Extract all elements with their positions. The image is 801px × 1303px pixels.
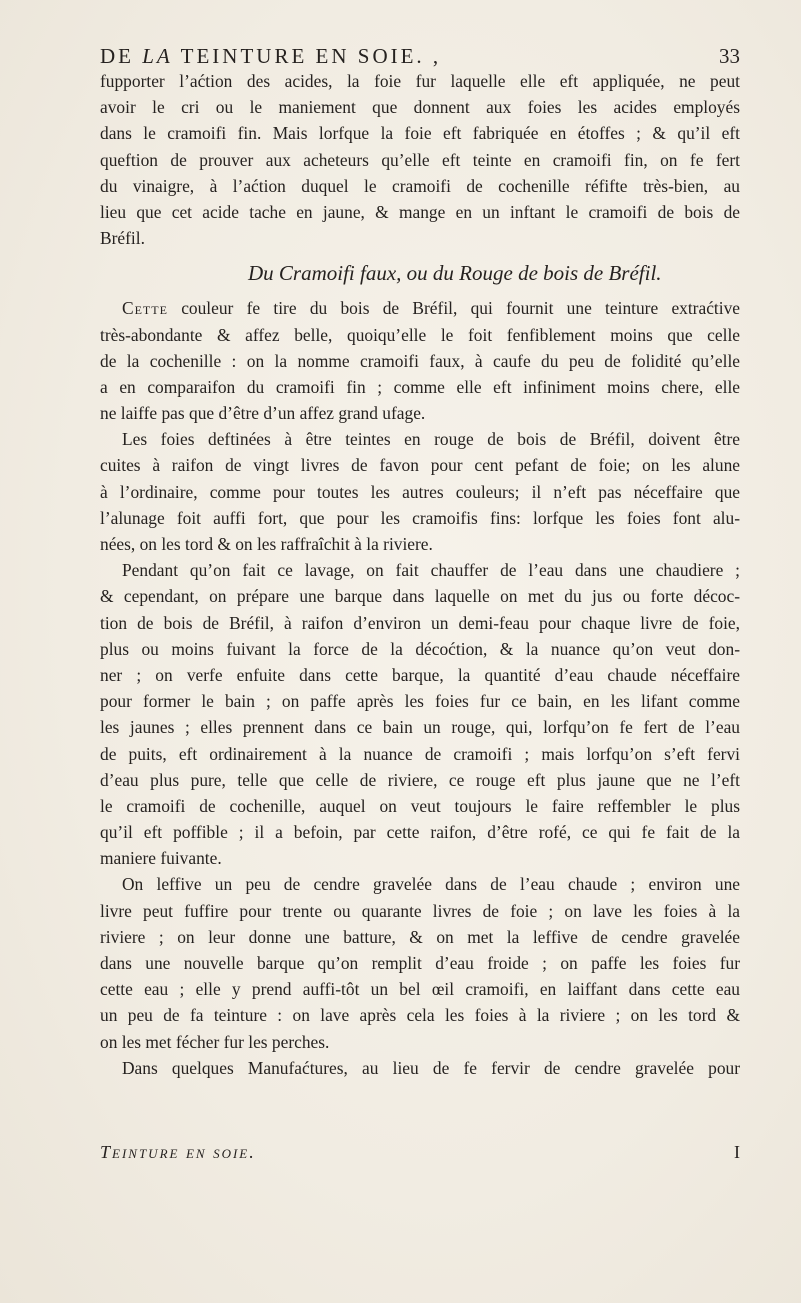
running-title-prefix: DE [100, 44, 143, 68]
paragraph-lessive [100, 871, 740, 1054]
paragraph-alunage [100, 426, 740, 557]
text-line: maniere fuivante. [100, 848, 222, 869]
text-line: dans une nouvelle barque qu’on remplit d’eau froide ; on paffe les foies fur [100, 953, 740, 973]
text-line: qu’il eft poffible ; il a befoin, par cette raifon, d’être rofé, ce qui fe fait de la [100, 822, 740, 843]
text-line: lieu que cet acide tache en jaune, & mange en un inftant le cramoifi de bois de [100, 201, 740, 222]
text-line: On leffive un peu de cendre gravelée dans de l’eau chaude ; environ une [122, 874, 740, 895]
text-line: d’eau plus pure, telle que celle de riviere, ce rouge eft plus jaune que ne l’eft [100, 769, 740, 790]
text-line: Dans quelques Manufaćtures, au lieu de fe fervir de cendre gravelée pour [122, 1057, 740, 1078]
signature-mark: I [734, 1142, 740, 1162]
text-line: les jaunes ; elles prennent dans ce bain un rouge, qui, lorfqu’on fe fert de l’eau [100, 717, 740, 738]
text-line: & cependant, on prépare une barque dans laquelle on met du jus ou forte décoc- [100, 586, 740, 607]
text-line: ne laiffe pas que d’être d’un affez grand ufage. [100, 403, 426, 424]
text-line: de la cochenille : on la nomme cramoifi faux, à caufe du peu de folidité qu’elle [100, 350, 740, 371]
text-line: livre peut fuffire pour trente ou quarante livres de foie ; on lave les foies à la [100, 900, 740, 921]
text-line: à l’ordinaire, comme pour toutes les autres couleurs; il n’eft pas néceffaire que [100, 481, 740, 502]
text-line: le cramoifi de cochenille, auquel on veut toujours le faire reffembler le plus [100, 795, 740, 816]
text-line: l’alunage foit auffi fort, que pour les cramoifis fins: lorfque les foies font alu- [100, 507, 740, 528]
text-line: avoir le cri ou le maniement que donnent aux foies les acides employés [100, 97, 740, 118]
text-line: Pendant qu’on fait ce lavage, on fait chauffer de l’eau dans une chaudiere ; [122, 560, 740, 581]
text-line: tion de bois de Bréfil, à raifon d’environ un demi-feau pour chaque livre de foie, [100, 612, 740, 633]
page-number: 33 [719, 44, 740, 68]
footer [100, 1142, 740, 1168]
text-line: Bréfil. [100, 228, 145, 249]
paragraph-continued [100, 68, 740, 251]
section-heading: Du Cramoifi faux, ou du Rouge de bois de Bréfil. [248, 261, 662, 286]
text-line: queftion de prouver aux acheteurs qu’elle eft teinte en cramoifi fin, on fe fert [100, 149, 740, 170]
text-line: riviere ; on leur donne une batture, & on met la leffive de cendre gravelée [100, 926, 740, 947]
text-line: ner ; on verfe enfuite dans cette barque, la quantité d’eau chaude néceffaire [100, 664, 740, 685]
text-line: on les met fécher fur les perches. [100, 1031, 330, 1052]
running-title-italic: LA [142, 44, 173, 68]
paragraph-bain [100, 557, 740, 871]
text-line: cuites à raifon de vingt livres de favon pour cent pefant de foie; on les alune [100, 455, 740, 476]
text-line [100, 295, 740, 321]
body-text [100, 68, 740, 1081]
text-line: nées, on les tord & on les raffraîchit à la riviere. [100, 534, 433, 554]
text-line: très-abondante & affez belle, quoiqu’elle le foit fenfiblement moins que celle [100, 324, 740, 345]
running-title [100, 44, 441, 69]
text-line-rest: couleur fe tire du bois de Bréfil, qui fournit une teinture extraćtive [167, 298, 740, 319]
paragraph-manufactures [100, 1055, 740, 1081]
signature-catchword: Teinture en soie. [100, 1142, 256, 1162]
paragraph-cramoisi-faux [100, 295, 740, 426]
text-line: de puits, eft ordinairement à la nuance de cramoifi ; mais lorfqu’on s’eft fervi [100, 743, 740, 764]
text-line: a en comparaifon du cramoifi fin ; comme elle eft infiniment moins chere, elle [100, 376, 740, 397]
text-line: du vinaigre, à l’aćtion duquel le cramoifi de cochenille réfifte très-bien, au [100, 175, 740, 196]
running-title-suffix: TEINTURE EN SOIE. , [172, 44, 442, 68]
text-line: Les foies deftinées à être teintes en rouge de bois de Bréfil, doivent être [122, 429, 740, 450]
text-line: cette eau ; elle y prend auffi-tôt un bel œil cramoifi, en laiffant dans cette eau [100, 979, 740, 1000]
text-line: un peu de fa teinture : on lave après cela les foies à la riviere ; on les tord & [100, 1005, 740, 1026]
text-line: pour former le bain ; on paffe après les foies fur ce bain, en les lifant comme [100, 691, 740, 712]
text-line: dans le cramoifi fin. Mais lorfque la foie eft fabriquée en étoffes ; & qu’il eft [100, 123, 740, 144]
text-line: fupporter l’aćtion des acides, la foie fur laquelle elle eft appliquée, ne peut [100, 71, 740, 91]
text-line: plus ou moins fuivant la force de la décoćtion, & la nuance qu’on veut don- [100, 638, 740, 659]
paragraph-lead-word: Cette [122, 298, 168, 319]
